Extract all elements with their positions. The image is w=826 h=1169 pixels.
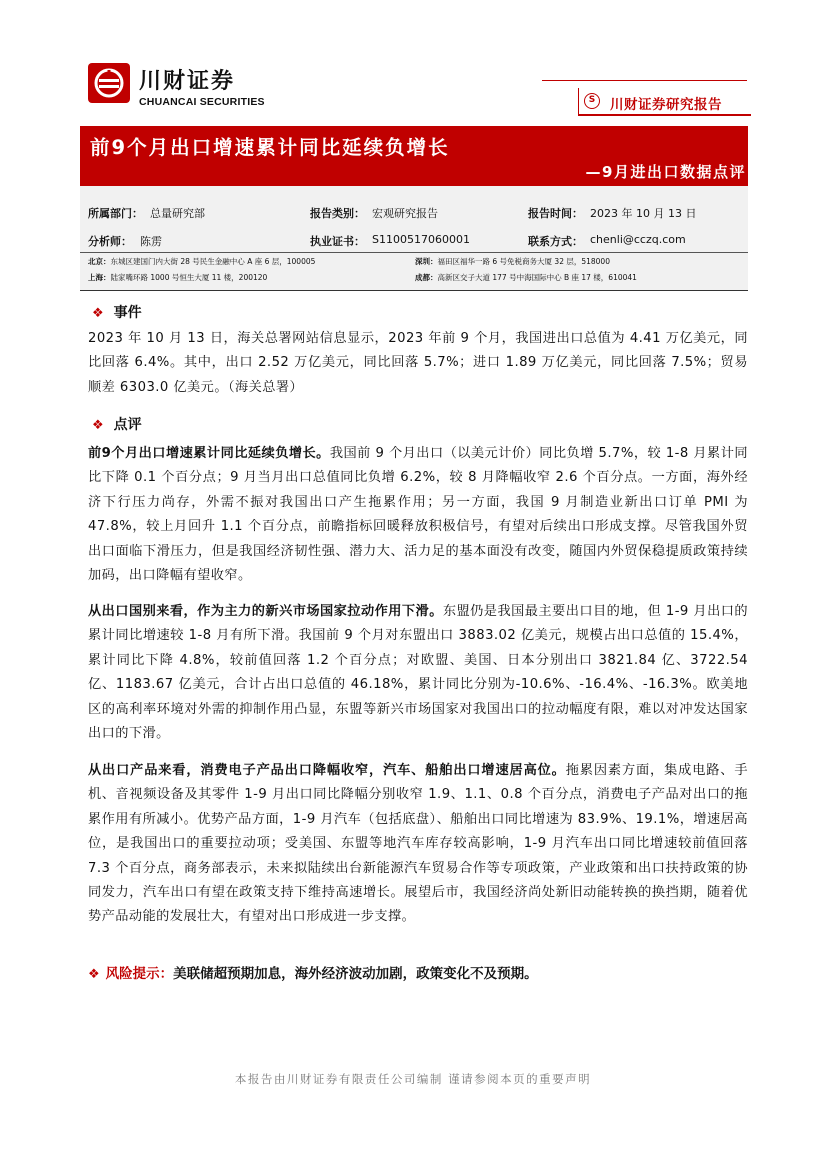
address-shanghai: 上海：陆家嘴环路 1000 号恒生大厦 11 楼，200120 [88, 273, 268, 282]
page-footer: 本报告由川财证券有限责任公司编制 谨请参阅本页的重要声明 [234, 1072, 592, 1086]
comment-paragraph-3: 从出口产品来看，消费电子产品出口降幅收窄，汽车、船舶出口增速居高位。拖累因素方面，集成电路、手机、音视频设备及其零件 1-9 月出口同比降幅分别收窄 1.9、1.1、0.8 个百分点，消费电子产品对出口的拖累作用有所减小。优势产品方面，1-9 月汽车（包括底盘）、船舶出口同比增速为 83.9%、19.1%，增速居高位，是我国出口的重要拉动项；受美国、东盟等地汽车库存较高影响，1-9 月汽车出口同比增速较前值回落 7.3 个百分点，商务部表示，未来拟陆续出台新能源汽车贸易合作等专项政策，产业政策和出口扶持政策的协同发力，汽车出口有望在政策支持下维持高速增长。展望后市，我国经济尚处新旧动能转换的换挡期，随着优势产品动能的发展壮大，有望对出口形成进一步支撑。 [88, 763, 749, 925]
report-time-label: 报告时间： [528, 207, 583, 220]
brand-name-cn: 川财证券 [139, 69, 236, 94]
diamond-bullet-icon: ❖ [92, 418, 104, 433]
event-paragraph: 2023 年 10 月 13 日，海关总署网站信息显示，2023 年前 9 个月，我国进出口总值为 4.41 万亿美元，同比回落 6.4%。其中，出口 2.52 万亿美元，同比回落 5.7%；进口 1.89 万亿美元，同比回落 7.5%；贸易顺差 6303.0 亿美元。（海关总署） [88, 331, 748, 395]
report-time-value: 2023 年 10 月 13 日 [590, 207, 697, 220]
risk-warning [88, 962, 538, 982]
contact-value[interactable]: chenli@cczq.com [590, 233, 686, 246]
company-logo [88, 63, 130, 103]
comment-heading: ❖ 点评 [92, 417, 142, 433]
logo-emblem-icon [92, 66, 126, 100]
address-beijing: 北京：东城区建国门内大街 28 号民生金融中心 A 座 6 层，100005 [88, 257, 316, 266]
report-subtitle: —9月进出口数据点评 [585, 163, 746, 181]
dept-value: 总量研究部 [150, 207, 205, 220]
dept-label: 所属部门： [88, 207, 143, 220]
cert-value: S1100517060001 [372, 233, 470, 246]
brand-name-en: CHUANCAI SECURITIES [139, 96, 265, 108]
analyst-label: 分析师： [88, 235, 132, 248]
info-divider [80, 252, 748, 253]
report-tag-logo-icon: S [584, 93, 600, 109]
cert-label: 执业证书： [310, 235, 365, 248]
diamond-bullet-icon: ❖ [92, 306, 104, 321]
diamond-bullet-icon: ❖ [88, 967, 100, 982]
risk-label: 风险提示： [105, 966, 174, 982]
comment-paragraph-1: 前9个月出口增速累计同比延续负增长。我国前 9 个月出口（以美元计价）同比负增 5.7%，较 1-8 月累计同比下降 0.1 个百分点；9 月当月出口总值同比负增 6.2%，较 8 月降幅收窄 2.6 个百分点。一方面，海外经济下行压力尚存，外需不振对我国出口产生拖累作用；另一方面，我国 9 月制造业新出口订单 PMI 为 47.8%，较上月回升 1.1 个百分点，前瞻指标回暖释放积极信号，有望对后续出口形成支撑。尽管我国外贸出口面临下滑压力，但是我国经济韧性强、潜力大、活力足的基本面没有改变，随国内外贸保稳提质政策持续加码，出口降幅有望收窄。 [88, 446, 748, 584]
contact-label: 联系方式： [528, 235, 583, 248]
event-heading: ❖ 事件 [92, 305, 142, 321]
risk-text: 美联储超预期加息，海外经济波动加剧，政策变化不及预期。 [173, 966, 538, 982]
report-tag-text: 川财证券研究报告 [610, 97, 722, 113]
address-shenzhen: 深圳：福田区福华一路 6 号免税商务大厦 32 层，518000 [415, 257, 610, 266]
address-chengdu: 成都：高新区交子大道 177 号中海国际中心 B 座 17 楼，610041 [415, 273, 637, 282]
header-divider [542, 80, 747, 81]
report-title: 前9个月出口增速累计同比延续负增长 [90, 136, 450, 159]
report-type-label: 报告类别： [310, 207, 365, 220]
analyst-value: 陈雳 [140, 235, 162, 248]
report-type-value: 宏观研究报告 [372, 207, 438, 220]
comment-paragraph-2: 从出口国别来看，作为主力的新兴市场国家拉动作用下滑。东盟仍是我国最主要出口目的地，但 1-9 月出口的累计同比增速较 1-8 月有所下滑。我国前 9 个月对东盟出口 3883.02 亿美元，规模占出口总值的 15.4%，累计同比下降 4.8%，较前值回落 1.2 个百分点；对欧盟、美国、日本分别出口 3821.84 亿、3722.54 亿、1183.67 亿美元，合计占出口总值的 46.18%，累计同比分别为-10.6%、-16.4%、-16.3%。欧美地区的高利率环境对外需的抑制作用凸显，东盟等新兴市场国家对我国出口的拉动幅度有限，难以对冲发达国家出口的下滑。 [88, 604, 749, 742]
